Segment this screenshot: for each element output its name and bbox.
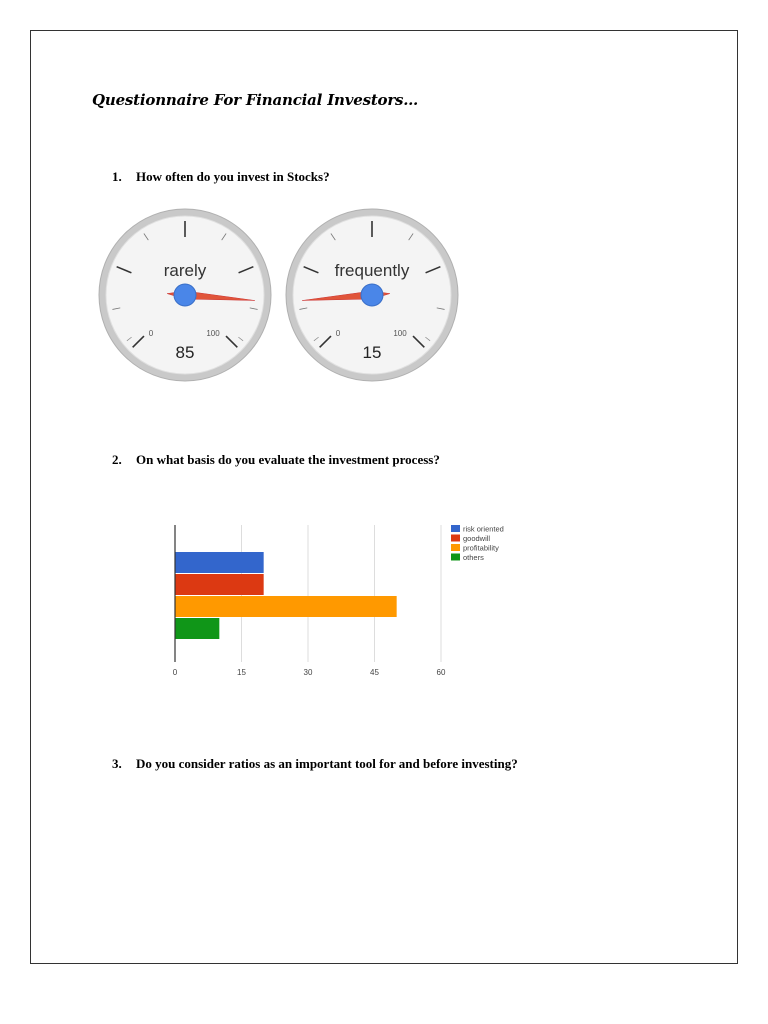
legend-label: profitability [463, 543, 499, 553]
legend-swatch [451, 535, 460, 542]
x-tick-label: 15 [237, 668, 246, 677]
gauge-value: 85 [175, 343, 195, 362]
gauge-max-label: 100 [206, 329, 220, 338]
gauge-label: rarely [163, 261, 207, 280]
gauge-min-label: 0 [148, 329, 154, 338]
question-3 [112, 756, 518, 772]
question-number: 1. [112, 169, 122, 184]
question-text: How often do you invest in Stocks? [136, 169, 330, 184]
question-number: 2. [112, 452, 122, 467]
question-number: 3. [112, 756, 122, 771]
legend-label: others [463, 553, 484, 562]
legend-swatch [451, 525, 460, 532]
gauge-label: frequently [334, 261, 410, 280]
gauge-value: 15 [362, 343, 382, 362]
question-text: On what basis do you evaluate the investment process? [136, 452, 440, 467]
bar-risk-oriented [175, 552, 264, 573]
document-title: Questionnaire For Financial Investors… [92, 91, 419, 109]
bar-goodwill [175, 574, 264, 595]
x-tick-label: 0 [172, 668, 178, 677]
legend-swatch [451, 554, 460, 561]
legend-swatch [451, 544, 460, 551]
x-tick-label: 60 [436, 668, 446, 677]
legend-label: risk oriented [463, 524, 504, 534]
legend-label: goodwill [463, 534, 491, 543]
x-tick-label: 30 [303, 668, 313, 677]
gauge-max-label: 100 [393, 329, 407, 338]
question-text: Do you consider ratios as an important tool for and before investing? [136, 756, 518, 771]
gauge-min-label: 0 [335, 329, 341, 338]
bar-others [175, 618, 219, 639]
x-tick-label: 45 [370, 668, 379, 677]
bar-profitability [175, 596, 397, 617]
